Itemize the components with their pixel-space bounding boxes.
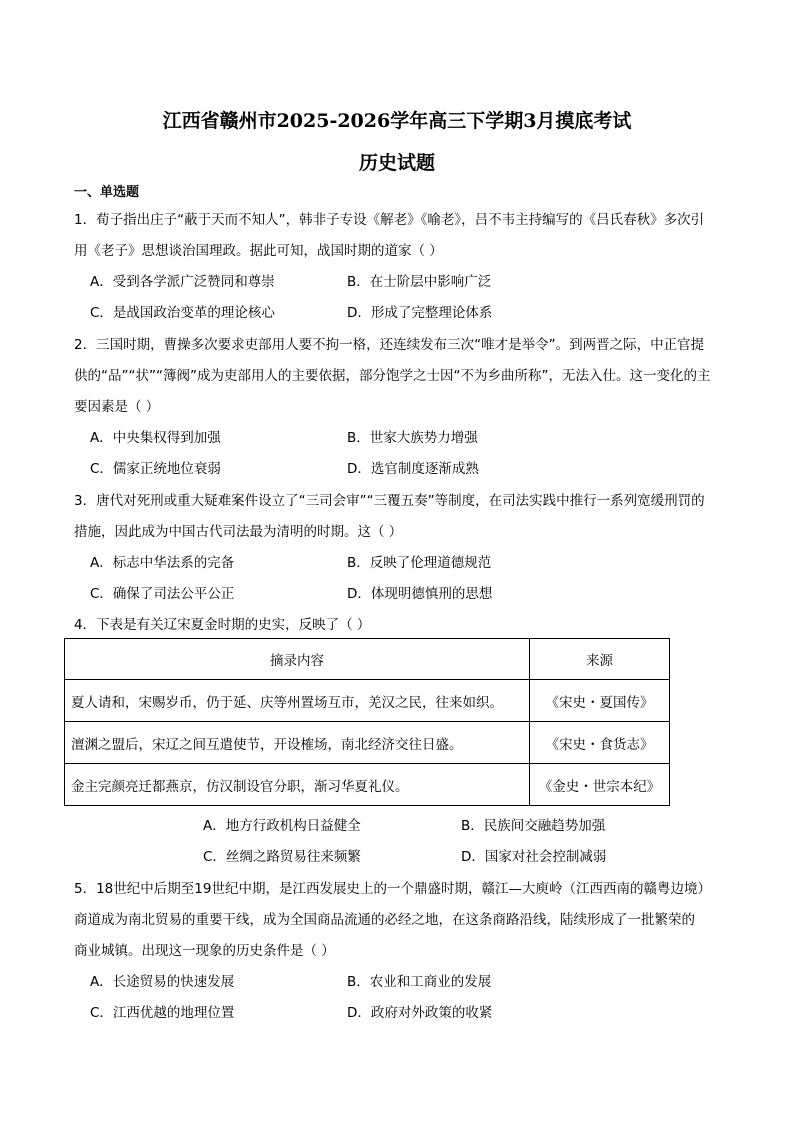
q4-option-c[interactable]: C．丝绸之路贸易往来频繁 [203, 849, 361, 865]
q1-option-d[interactable]: D．形成了完整理论体系 [347, 305, 493, 321]
q2-option-b[interactable]: B．世家大族势力增强 [347, 430, 478, 446]
q5-stem-line2: 商道成为南北贸易的重要干线，成为全国商品流通的必经之地，在这条商路沿线，陆续形成了一批繁荣的 [74, 912, 695, 928]
q1-stem-line2: 用《老子》思想谈治国理政。据此可知，战国时期的道家（ ） [74, 243, 443, 259]
q2-option-a[interactable]: A．中央集权得到加强 [90, 430, 221, 446]
q5-option-a[interactable]: A．长途贸易的快速发展 [90, 974, 235, 990]
table-row [65, 680, 670, 722]
q1-option-b[interactable]: B．在士阶层中影响广泛 [347, 274, 492, 290]
q2-option-d[interactable]: D．选官制度逐渐成熟 [347, 461, 479, 477]
table-cell-source: 《金史・世宗本纪》 [530, 764, 670, 806]
section-heading: 一、单选题 [74, 185, 140, 200]
q4-option-d[interactable]: D．国家对社会控制减弱 [461, 849, 607, 865]
q4-stem-line1: 4．下表是有关辽宋夏金时期的史实，反映了（ ） [74, 617, 371, 633]
q3-option-b[interactable]: B．反映了伦理道德规范 [347, 555, 492, 571]
q4-option-b[interactable]: B．民族间交融趋势加强 [461, 818, 606, 834]
table-header-content: 摘录内容 [65, 639, 530, 680]
document-title: 江西省赣州市2025-2026学年高三下学期3月摸底考试 [162, 110, 632, 132]
table-cell-source: 《宋史・夏国传》 [530, 680, 670, 722]
q2-stem-line3: 要因素是（ ） [74, 399, 160, 415]
q5-stem-line1: 5．18世纪中后期至19世纪中期，是江西发展史上的一个鼎盛时期，赣江—大庾岭（江西西南的赣粤边境） [74, 881, 711, 897]
source-table [64, 638, 670, 806]
q5-option-b[interactable]: B．农业和工商业的发展 [347, 974, 492, 990]
q3-stem-line1: 3．唐代对死刑或重大疑难案件设立了“三司会审”“三覆五奏”等制度，在司法实践中推行一系列宽缓刑罚的 [74, 493, 705, 509]
q5-option-d[interactable]: D．政府对外政策的收紧 [347, 1005, 493, 1021]
q1-option-c[interactable]: C．是战国政治变革的理论核心 [90, 305, 275, 321]
q5-stem-line3: 商业城镇。出现这一现象的历史条件是（ ） [74, 943, 335, 959]
q2-option-c[interactable]: C．儒家正统地位衰弱 [90, 461, 221, 477]
document-subtitle: 历史试题 [358, 152, 435, 174]
q3-option-d[interactable]: D．体现明德慎刑的思想 [347, 586, 493, 602]
table-cell-content: 夏人请和，宋赐岁币，仍于延、庆等州置场互市，羌汉之民，往来如织。 [65, 680, 530, 722]
q3-option-a[interactable]: A．标志中华法系的完备 [90, 555, 235, 571]
table-header-source: 来源 [530, 639, 670, 680]
table-row [65, 722, 670, 764]
table-header-row [65, 639, 670, 680]
q3-stem-line2: 措施，因此成为中国古代司法最为清明的时期。这（ ） [74, 524, 403, 540]
q1-stem-line1: 1．荀子指出庄子“蔽于天而不知人”，韩非子专设《解老》《喻老》，吕不韦主持编写的《吕氏春秋》多次引 [74, 212, 705, 228]
q5-option-c[interactable]: C．江西优越的地理位置 [90, 1005, 235, 1021]
q1-option-a[interactable]: A．受到各学派广泛赞同和尊崇 [90, 274, 275, 290]
table-row [65, 764, 670, 806]
table-cell-content: 金主完颜亮迁都燕京，仿汉制设官分职，渐习华夏礼仪。 [65, 764, 530, 806]
table-cell-source: 《宋史・食货志》 [530, 722, 670, 764]
q2-stem-line1: 2．三国时期，曹操多次要求吏部用人要不拘一格，还连续发布三次“唯才是举令”。到两晋之际，中正官提 [74, 337, 705, 353]
q2-stem-line2: 供的“品”“状”“簿阀”成为吏部用人的主要依据，部分饱学之士因“不为乡曲所称”，无法入仕。这一变化的主 [74, 368, 711, 384]
q3-option-c[interactable]: C．确保了司法公平公正 [90, 586, 235, 602]
table-cell-content: 澶渊之盟后，宋辽之间互遣使节，开设榷场，南北经济交往日盛。 [65, 722, 530, 764]
q4-option-a[interactable]: A．地方行政机构日益健全 [203, 818, 361, 834]
